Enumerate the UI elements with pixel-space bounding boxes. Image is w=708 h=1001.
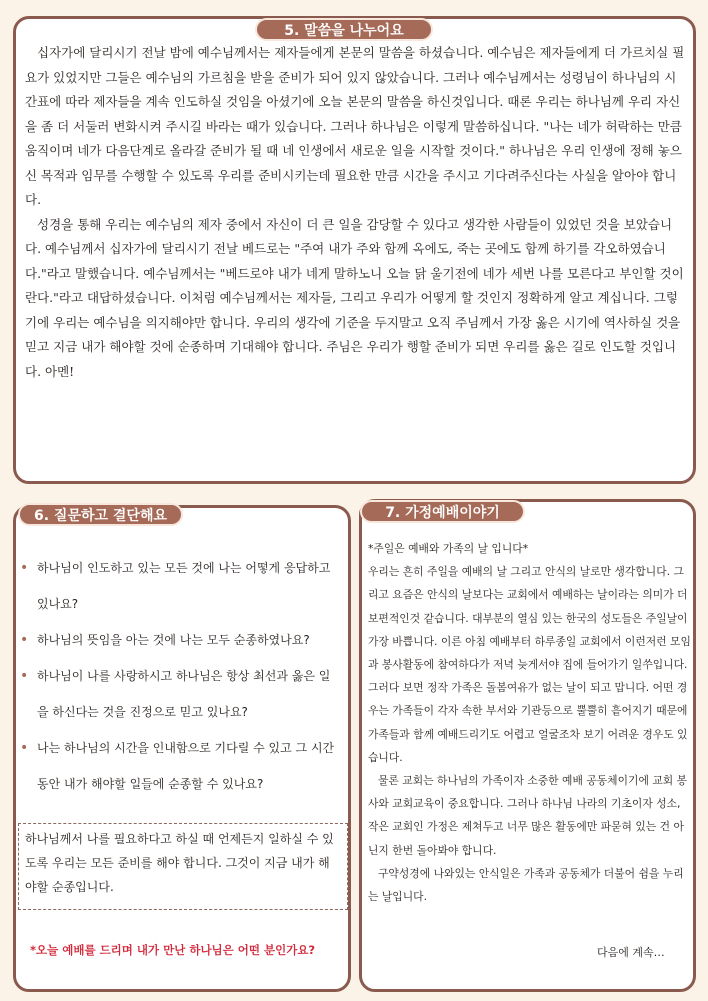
- sermon-text: [25, 41, 685, 384]
- sermon-paragraph-1: 십자가에 달리시기 전날 밤에 예수님께서는 제자들에게 본문의 말씀을 하셨습니다. 예수님은 제자들에게 더 가르치실 필요가 있었지만 그들은 예수님의 가르침을 받을 준비가 되어 있지 않았습니다. 그러나 예수님께서는 성령님이 하나님의 시간표에 따라 제자들을 계속 인도하실 것임을 아셨기에 오늘 본문의 말씀을 하신것입니다. 때론 우리는 하나님께 우리 자신을 좀 더 서둘러 변화시켜 주시길 바라는 때가 있습니다. 그러나 하나님은 이렇게 말씀하십니다. "나는 네가 허락하는 만큼 움직이며 네가 다음단계로 올라갈 준비가 될 때 네 인생에서 새로운 일을 시작할 것이다." 하나님은 우리 인생에 정해 놓으신 목적과 임무를 수행할 수 있도록 우리를 준비시키는데 필요한 만큼 시간을 주시고 기다려주신다는 사실을 알아야 합니다.: [25, 45, 685, 207]
- family-paragraph-1: 우리는 흔히 주일을 예배의 날 그리고 안식의 날로만 생각합니다. 그리고 요즘은 안식의 날보다는 교회에서 예배하는 날이라는 의미가 더 보편적인것 같습니다. 대부분의 열심 있는 한국의 성도들은 주일날이 가장 바쁩니다. 이른 아침 예배부터 하루종일 교회에서 이런저런 모임과 봉사활동에 참여하다가 저녁 늦게서야 집에 들어가기 일쑤입니다. 그러다 보면 정작 가족은 돌봄여유가 없는 날이 되고 맙니다. 어떤 경우는 가족들이 각자 속한 부서와 기관등으로 뿔뿔히 흩어지기 때문에 가족들과 함께 예배드리기도 어렵고 얼굴조차 보기 어려운 경우도 있습니다.: [368, 565, 691, 764]
- question-text: 하나님이 인도하고 있는 모든 것에 나는 어떻게 응답하고 있나요?: [37, 561, 331, 611]
- bullet-icon: •: [20, 632, 29, 648]
- question-text: 나는 하나님의 시간을 인내함으로 기다릴 수 있고 그 시간동안 내가 해야할 일들에 순종할 수 있나요?: [37, 741, 335, 791]
- section-6-title: 6. 질문하고 결단해요: [18, 503, 183, 526]
- section-5-title: 5. 말씀을 나누어요: [255, 18, 433, 41]
- resolution-text: 하나님께서 나를 필요하다고 하실 때 언제든지 일하실 수 있도록 우리는 모든 준비를 해야 합니다. 그것이 지금 내가 해야할 순종입니다.: [25, 832, 334, 894]
- family-paragraph-3: 구약성경에 나와있는 안식일은 가족과 공동체가 더불어 쉼을 누리는 날입니다.: [368, 866, 684, 904]
- resolution-box: [18, 823, 348, 910]
- prayer-question: *오늘 예배를 드리며 내가 만난 하나님은 어떤 분인가요?: [30, 943, 316, 957]
- bullet-icon: •: [20, 560, 29, 576]
- sermon-paragraph-2: 성경을 통해 우리는 예수님의 제자 중에서 자신이 더 큰 일을 감당할 수 있다고 생각한 사람들이 있었던 것을 보았습니다. 예수님께서 십자가에 달리시기 전날 베드로는 "주여 내가 주와 함께 옥에도, 죽는 곳에도 함께 하기를 각오하였습니다."라고 말했습니다. 예수님께서는 "베드로야 내가 네게 말하노니 오늘 닭 울기전에 네가 세번 나를 모른다고 부인할 것이란다."라고 대답하셨습니다. 이처럼 예수님께서는 제자들, 그리고 우리가 어떻게 할 것인지 정확하게 알고 계십니다. 그렇기에 우리는 예수님을 의지해야만 합니다. 우리의 생각에 기준을 두지말고 오직 주님께서 가장 옳은 시기에 역사하실 것을 믿고 지금 내가 해야할 것에 순종하며 기대해야 합니다. 주님은 우리가 행할 준비가 되면 우리를 옳은 길로 인도할 것입니다. 아멘!: [25, 216, 684, 379]
- family-paragraph-2: 물론 교회는 하나님의 가족이자 소중한 예배 공동체이기에 교회 봉사와 교회교육이 중요합니다. 그러나 하나님 나라의 기초이자 성소, 작은 교회인 가정은 제쳐두고 너무 많은 활동에만 파묻혀 있는 건 아닌지 한번 돌아봐야 합니다.: [368, 774, 688, 857]
- question-text: 하나님의 뜻임을 아는 것에 나는 모두 순종하였나요?: [37, 633, 310, 647]
- question-item: [20, 622, 338, 658]
- question-list: [20, 550, 338, 802]
- question-text: 하나님이 나를 사랑하시고 하나님은 항상 최선과 옳은 일을 하신다는 것을 진정으로 믿고 있나요?: [37, 669, 331, 719]
- bullet-icon: •: [20, 740, 29, 756]
- section-7-title: 7. 가정예배이야기: [360, 500, 525, 523]
- question-item: [20, 658, 338, 730]
- family-worship-text: [368, 537, 691, 908]
- family-heading: *주일은 예배와 가족의 날 입니다*: [368, 542, 529, 555]
- question-item: [20, 550, 338, 622]
- continued-note: 다음에 계속…: [597, 946, 665, 959]
- question-item: [20, 730, 338, 802]
- bullet-icon: •: [20, 668, 29, 684]
